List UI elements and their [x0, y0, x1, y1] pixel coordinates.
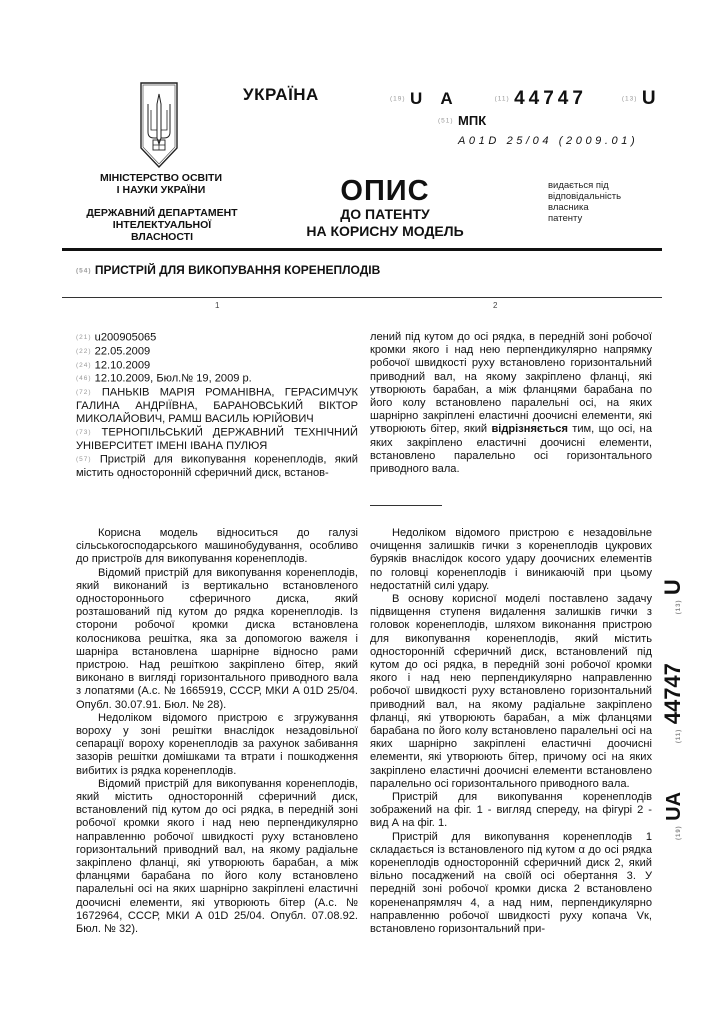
issued-note-line: видається під [548, 180, 609, 191]
side-country-code: UA [663, 791, 685, 821]
inid-code: (22) [76, 347, 92, 355]
inid-code: (21) [76, 334, 92, 341]
title-opis: ОПИС [340, 175, 430, 207]
claim-part-2: тим, що осі, на яких закріплено еластичні доочисні елементи, встановлено паралельно осі горизонтального приводного вала. [370, 423, 652, 476]
paragraph: В основу корисної моделі поставлено задачу підвищення ступеня видалення залишків гички з головок коренеплодів, шляхом виконання пристрою для викопування коренеплодів, який містить односторонній сферичний диск, встановлений під кутом до осі рядка, в передній зоні робочої кромки якого і над нею перпендикулярно направленню робочої швидкості руху встановлено горизонтальний приводний вал, на якому радіальне закріплено фланці, які утворюють барабан, а між фланцями барабана по його колу встановлено паралельні осі на яких шарнірно закріплені еластичні доочисні елементи, які утворюють бітер, причому осі на яких закріплено еластичні доочисні елементи встановлено паралельно осі горизонтального приводного вала. [370, 593, 652, 790]
header-divider [62, 248, 662, 251]
inid-code: (72) [76, 389, 92, 396]
inid-code: (46) [76, 375, 92, 383]
mpk-label: МПК [458, 113, 487, 128]
publication-date: 12.10.2009, Бюл.№ 19, 2009 р. [94, 372, 252, 385]
title-divider [62, 297, 662, 298]
inid-54: (54) [76, 267, 92, 275]
biblio-73 [76, 426, 358, 453]
side-patent-label [660, 580, 700, 840]
paragraph: Недоліком відомого пристрою є згружування вороху у зоні решітки внаслідок незадовільної сепарації вороху коренеплодів за рахунок забивання зазорів решітки домішками та втрати і пошкодження вибитих із рядка коренеплодів. [76, 711, 358, 777]
inid-code: (73) [76, 429, 92, 437]
title-sub-1: ДО ПАТЕНТУ [340, 206, 430, 222]
owner: ТЕРНОПІЛЬСЬКИЙ ДЕРЖАВНИЙ ТЕХНІЧНИЙ УНІВЕРСИТЕТ ІМЕНІ ІВАНА ПУЛЮЯ [76, 426, 358, 452]
department-line-1: ДЕРЖАВНИЙ ДЕПАРТАМЕНТ [86, 207, 238, 219]
patent-identifiers [390, 88, 660, 148]
department-line-2: ІНТЕЛЕКТУАЛЬНОЇ [112, 219, 212, 231]
issued-note-line: власника [548, 202, 589, 213]
document-title [300, 176, 470, 240]
inventors: ПАНЬКІВ МАРІЯ РОМАНІВНА, ГЕРАСИМЧУК ГАЛИНА АНДРІЇВНА, БАРАНОВСЬКИЙ ВІКТОР МИКОЛАЙОВИЧ, РАМШ ВАСИЛЬ ЮРІЙОВИЧ [76, 386, 358, 425]
biblio-46 [76, 372, 358, 386]
inid-51: (51) [438, 117, 454, 125]
paragraph: Пристрій для викопування коренеплодів 1 складається із встановленого під кутом α до осі рядка коренеплодів односторонній сферичний диск 2, який вільно посаджений на своїй осі обертання 3. У передній зоні робочої кромки диска 2 встановлено корененапрямляч 4, а над ним, перпендикулярно направленню робочої швидкості руху копача Vк, встановлено горизонтальний при- [370, 830, 652, 936]
inid-code: (57) [76, 456, 92, 464]
issued-note-line: патенту [548, 213, 583, 224]
biblio-57 [76, 453, 358, 480]
biblio-21 [76, 331, 358, 345]
filing-date: 22.05.2009 [94, 345, 151, 358]
claim-start: Пристрій для викопування коренеплодів, який містить односторонній сферичний диск, встанов- [76, 453, 358, 479]
inid-19: (19) [390, 95, 406, 103]
side-inid-13: (13) [676, 599, 682, 615]
side-inid-11: (11) [676, 728, 682, 744]
side-inid-19: (19) [676, 825, 682, 840]
claim-paragraph [370, 331, 652, 476]
column-number-2: 2 [493, 301, 498, 310]
paragraph: Відомий пристрій для викопування коренеплодів, який містить односторонній сферичний диск, встановлений під кутом до осі рядка, в передній зоні робочої кромки якого і над нею перпендикулярно направленню робочої швидкості руху встановлено горизонтальний приводний вал, на якому радіальне закріплено фланці, які утворюють барабан, а між фланцями барабана по його колу встановлено паралельні осі на яких шарнірно закріплені еластичні доочисні елементи, які утворюють бітер (А.с. № 1672964, СССР, МКИ А 01D 25/04. Опубл. 07.08.92. Бюл. № 32). [76, 777, 358, 936]
inid-11: (11) [494, 95, 510, 103]
paragraph: Відомий пристрій для викопування коренеплодів, який виконаний із вертикально встановленого одностороннього сферичного диска, який розташований під кутом до рядка коренеплодів. Із сторони робочої кромки диска встановлена колосникова решітка, яка за допомогою важеля і шарніра встановлена шарнірне відносно рами пристрою. Над решіткою закріплено бітер, який виконано в вигляді горизонтального приводного вала з лопатями (А.с. № 1665919, СССР, МКИ А 01D 25/04. Опубл. 30.07.91. Бюл. № 28). [76, 566, 358, 711]
biblio-72 [76, 386, 358, 426]
paragraph: Недоліком відомого пристрою є незадовільне очищення залишків гички з коренеплодів цукрових буряків внаслідок косого удару доочисних елементів по головці коренеплодів і виникаючій при цьому недостатній силі удару. [370, 527, 652, 592]
side-patent-number: 44747 [660, 663, 685, 725]
effective-date: 12.10.2009 [94, 359, 151, 372]
department-line-3: ВЛАСНОСТІ [131, 231, 193, 243]
paragraph: Пристрій для викопування коренеплодів зображений на фіг. 1 - вигляд спереду, на фігурі 2 - вид А на фіг. 1. [370, 791, 652, 830]
paragraph: Корисна модель відноситься до галузі сільськогосподарського машинобудування, особливо до пристроїв для викопування коренеплодів. [76, 527, 358, 566]
country-code: U A [410, 89, 460, 108]
claim-text [370, 331, 652, 476]
description-left-column [76, 527, 358, 936]
side-label-rotated [660, 580, 700, 840]
claim-distinguishing-word: відрізняється [491, 423, 568, 436]
invention-title [76, 263, 380, 277]
department-name [82, 207, 242, 243]
classification: A01D 25/04 (2009.01) [458, 135, 639, 147]
issued-note [548, 180, 621, 224]
biblio-24 [76, 359, 358, 373]
biblio-22 [76, 345, 358, 359]
application-number: u200905065 [94, 331, 157, 344]
inid-13: (13) [621, 95, 638, 103]
ministry-line-2: І НАУКИ УКРАЇНИ [116, 184, 206, 196]
country-name: УКРАЇНА [243, 85, 319, 104]
invention-title-text: ПРИСТРІЙ ДЛЯ ВИКОПУВАННЯ КОРЕНЕПЛОДІВ [94, 263, 381, 277]
ministry-line-1: МІНІСТЕРСТВО ОСВІТИ [100, 172, 222, 184]
description-right-column [370, 527, 652, 936]
claim-end-rule [370, 505, 442, 506]
claim-part-1: лений під кутом до осі рядка, в передній зоні робочої кромки якого і над нею перпендикулярно напрямку робочої швидкості руху встановлено горизонтальний приводний вал, на якому закріплено фланці, які утворюють барабан, а між фланцями барабана по його колу встановлено паралельні осі, на яких шарнірно закріплені еластичні доочисні елементи, які утворюють бітер, який [370, 331, 652, 436]
inid-code: (24) [76, 361, 92, 369]
ministry-name [96, 172, 226, 196]
document-kind: U [641, 88, 660, 109]
patent-number: 44747 [514, 88, 587, 109]
side-document-kind: U [660, 579, 685, 596]
bibliographic-data [76, 331, 358, 480]
issued-note-line: відповідальність [548, 191, 622, 202]
coat-of-arms-icon [140, 82, 178, 168]
column-number-1: 1 [215, 301, 220, 310]
title-sub-2: НА КОРИСНУ МОДЕЛЬ [306, 223, 464, 239]
